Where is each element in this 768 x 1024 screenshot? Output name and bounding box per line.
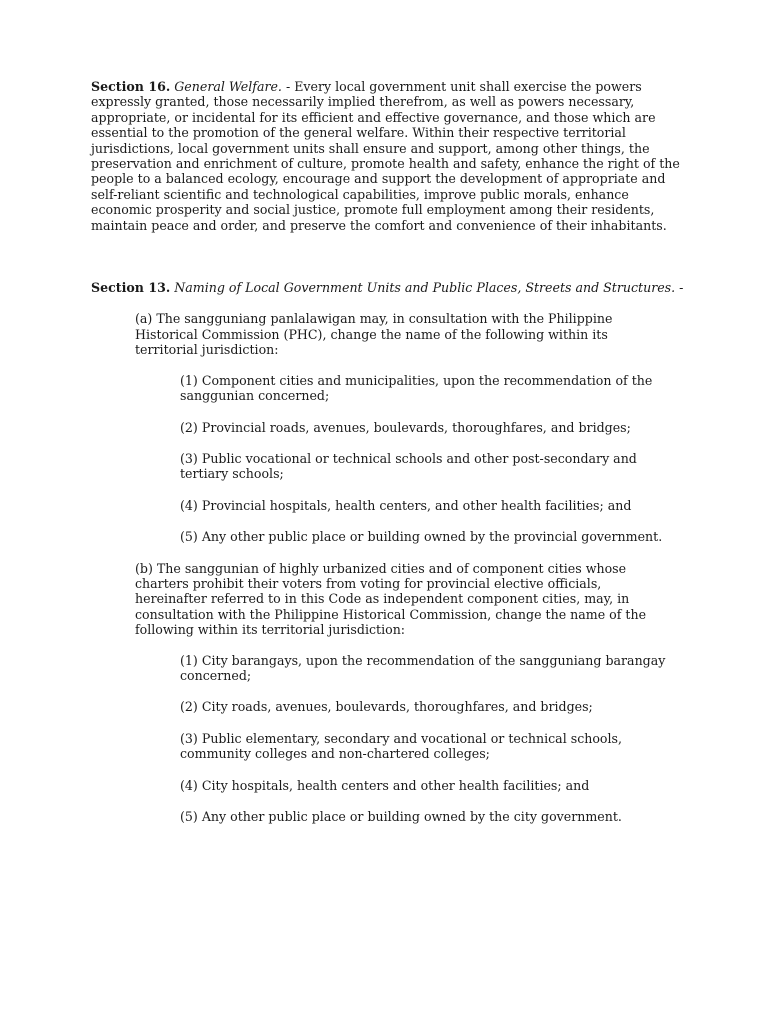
clause-b-item-2: (2) City roads, avenues, boulevards, thoroughfares, and bridges; xyxy=(180,699,593,715)
clause-a-item-5: (5) Any other public place or building owned by the provincial government. xyxy=(180,529,663,545)
section-16-body: - Every local government unit shall exercise the powers expressly granted, those necessarily implied therefrom, as well as powers necessary, appropriate, or incidental for its efficient and effective governance, and those which are essential to the promotion of the general welfare. Within their respective territorial jurisdictions, local government units shall ensure and support, among other things, the preservation and enrichment of culture, promote health and safety, enhance the right of the people to a balanced ecology, encourage and support the development of appropriate and self-reliant scientific and technological capabilities, improve public morals, enhance economic prosperity and social justice, promote full employment among their residents, maintain peace and order, and preserve the comfort and convenience of their inhabitants. xyxy=(91,79,680,233)
section-13-title-suffix: - xyxy=(675,280,684,296)
clause-b-item-1: (1) City barangays, upon the recommendation of the sangguniang barangay concerned; xyxy=(180,652,666,683)
section-16-number: Section 16. xyxy=(91,79,171,94)
clause-a: (a) The sangguniang panlalawigan may, in consultation with the Philippine Historical Commission (PHC), change the name of the following within its territorial jurisdiction: xyxy=(135,311,613,358)
section-16-paragraph xyxy=(91,79,691,233)
section-16-title: General Welfare. xyxy=(174,79,282,94)
section-13-number: Section 13. xyxy=(91,280,171,296)
clause-a-item-2: (2) Provincial roads, avenues, boulevards, thoroughfares, and bridges; xyxy=(180,419,631,435)
section-13-title: Naming of Local Government Units and Public Places, Streets and Structures. xyxy=(174,280,676,296)
section-13-heading xyxy=(91,280,691,295)
clause-b-item-5: (5) Any other public place or building owned by the city government. xyxy=(180,809,622,824)
clause-a-item-4: (4) Provincial hospitals, health centers, and other health facilities; and xyxy=(180,497,632,513)
clause-b-item-3: (3) Public elementary, secondary and vocational or technical schools, community colleges and non-chartered colleges; xyxy=(180,730,623,762)
clause-b: (b) The sanggunian of highly urbanized cities and of component cities whose charters prohibit their voters from voting for provincial elective officials, hereinafter referred to in this Code as independent component cities, may, in consultation with the Philippine Historical Commission, change the name of the following within its territorial jurisdiction: xyxy=(135,560,647,638)
clause-a-item-3: (3) Public vocational or technical schools and other post-secondary and tertiary schools; xyxy=(180,450,637,482)
document-page xyxy=(91,79,691,824)
clause-b-item-4: (4) City hospitals, health centers and other health facilities; and xyxy=(180,777,590,793)
clause-a-item-1: (1) Component cities and municipalities, upon the recommendation of the sanggunian concerned; xyxy=(180,372,653,404)
